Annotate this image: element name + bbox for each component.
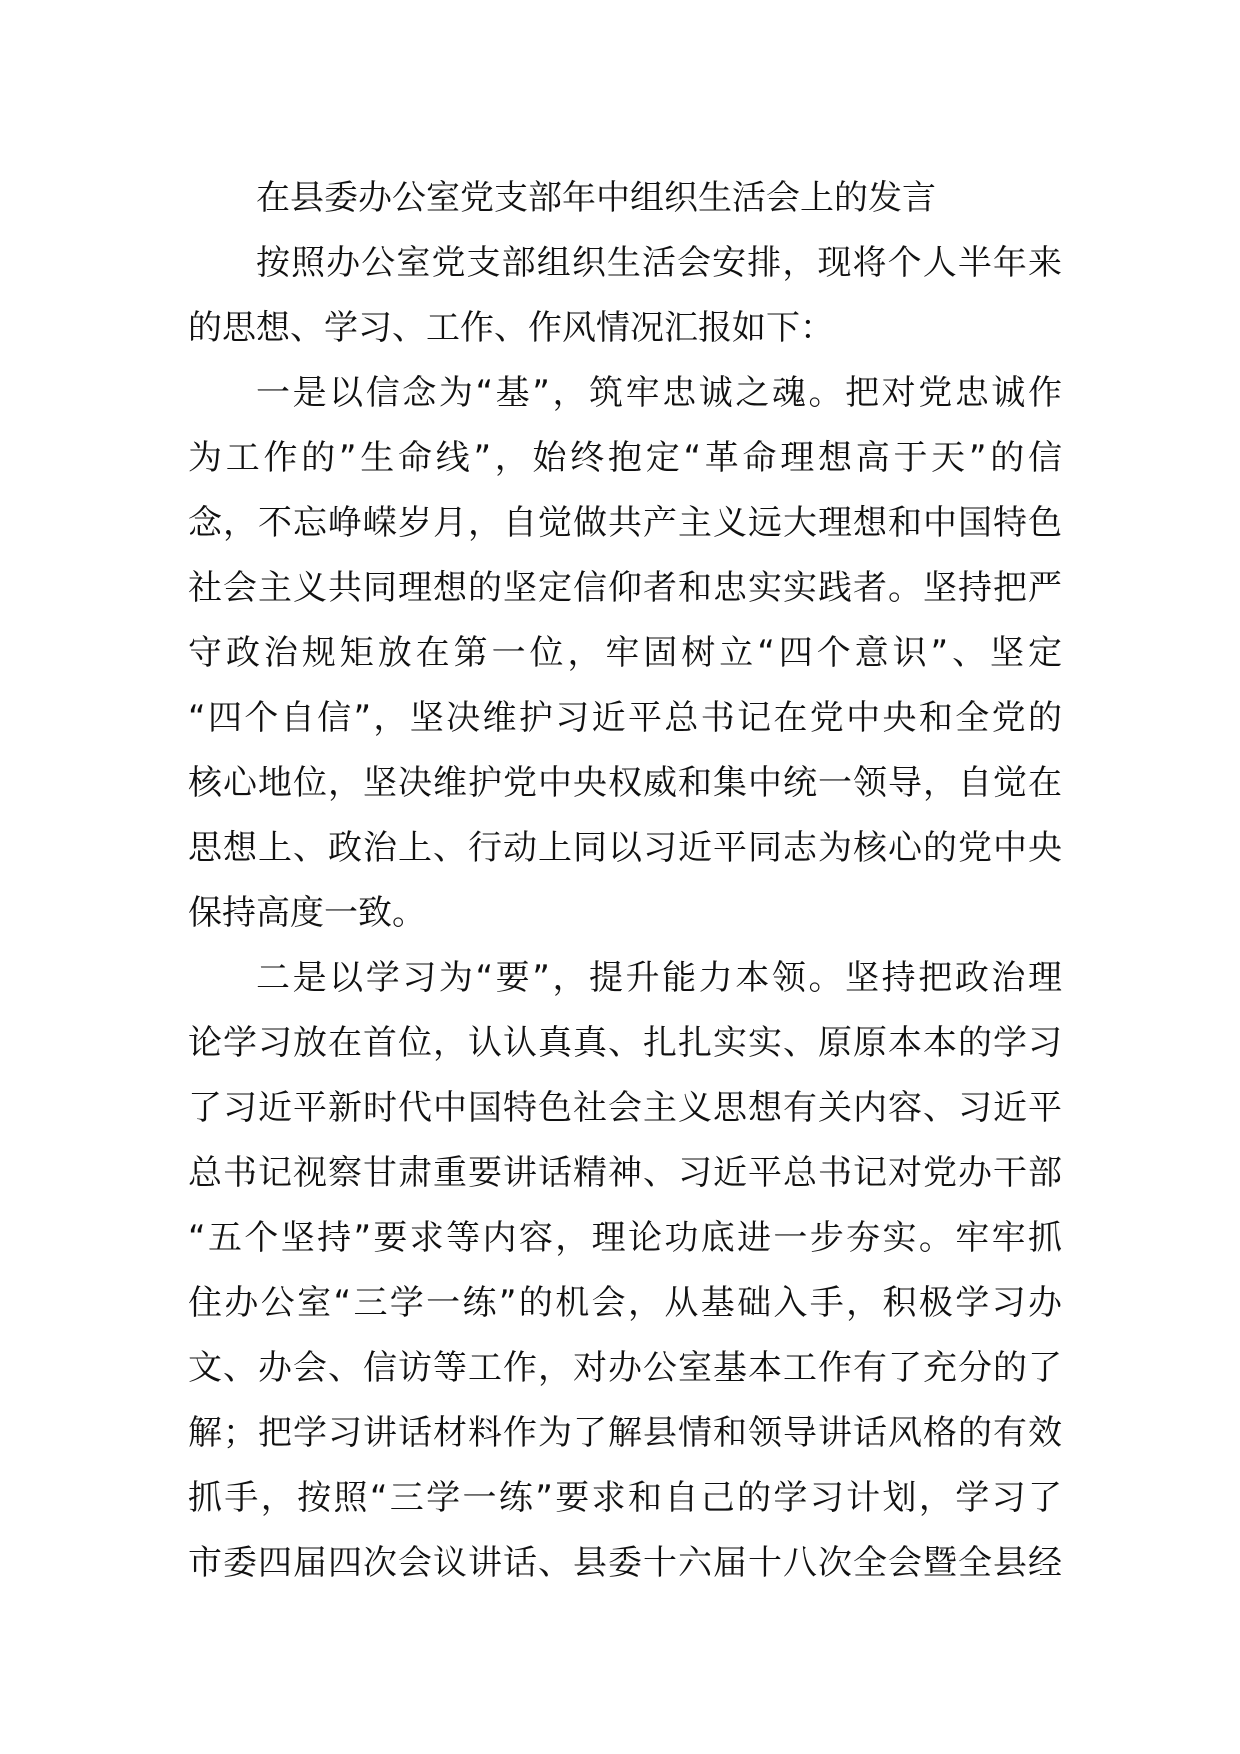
text-line: 论学习放在首位，认认真真、扎扎实实、原原本本的学习 [188, 1023, 1062, 1063]
text-line: 市委四届四次会议讲话、县委十六届十八次全会暨全县经 [188, 1543, 1062, 1583]
paragraph-study [188, 946, 1062, 1596]
document-title: 在县委办公室党支部年中组织生活会上的发言 [256, 178, 936, 218]
text-line: 念，不忘峥嵘岁月，自觉做共产主义远大理想和中国特色 [188, 503, 1062, 543]
paragraph-belief [188, 361, 1062, 946]
text-line: 思想上、政治上、行动上同以习近平同志为核心的党中央 [188, 828, 1062, 868]
text-line: “五个坚持”要求等内容，理论功底进一步夯实。牢牢抓 [188, 1218, 1062, 1258]
text-line: 一是以信念为“基”，筑牢忠诚之魂。把对党忠诚作 [256, 373, 1062, 413]
text-line: 二是以学习为“要”，提升能力本领。坚持把政治理 [256, 958, 1062, 998]
text-line: 抓手，按照“三学一练”要求和自己的学习计划，学习了 [188, 1478, 1062, 1518]
text-line: 保持高度一致。 [188, 893, 426, 933]
text-line: 文、办会、信访等工作，对办公室基本工作有了充分的了 [188, 1348, 1062, 1388]
paragraph-intro [188, 231, 1062, 361]
text-line: 为工作的”生命线”，始终抱定“革命理想高于天”的信 [188, 438, 1062, 478]
document-body [188, 166, 1062, 1596]
text-line: 按照办公室党支部组织生活会安排，现将个人半年来 [256, 243, 1062, 283]
text-line: 住办公室“三学一练”的机会，从基础入手，积极学习办 [188, 1283, 1062, 1323]
text-line: 社会主义共同理想的坚定信仰者和忠实实践者。坚持把严 [188, 568, 1062, 608]
text-line: 核心地位，坚决维护党中央权威和集中统一领导，自觉在 [188, 763, 1062, 803]
text-line: 解；把学习讲话材料作为了解县情和领导讲话风格的有效 [188, 1413, 1062, 1453]
text-line: “四个自信”，坚决维护习近平总书记在党中央和全党的 [188, 698, 1062, 738]
text-line: 了习近平新时代中国特色社会主义思想有关内容、习近平 [188, 1088, 1062, 1128]
text-line: 的思想、学习、工作、作风情况汇报如下： [188, 308, 834, 348]
text-line: 守政治规矩放在第一位，牢固树立“四个意识”、坚定 [188, 633, 1062, 673]
text-line: 总书记视察甘肃重要讲话精神、习近平总书记对党办干部 [188, 1153, 1062, 1193]
